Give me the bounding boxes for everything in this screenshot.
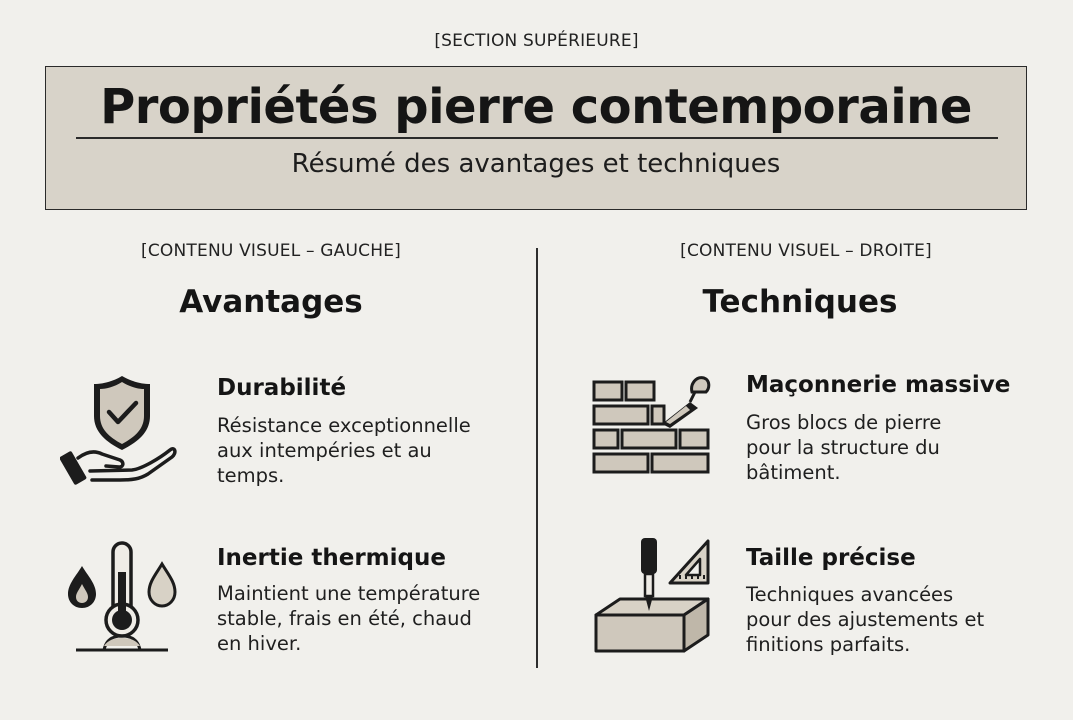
item-desc-durabilite: Résistance exceptionnelle aux intempéries et au temps. [217, 414, 471, 487]
item-title-durabilite: Durabilité [217, 375, 347, 401]
item-desc-taille-precise: Techniques avancées pour des ajustements et finitions parfaits. [746, 583, 985, 656]
shield-hand-icon [60, 370, 180, 490]
item-desc-maconnerie-massive: Gros blocs de pierre pour la structure du bâtiment. [746, 411, 942, 484]
stone-chisel-square-icon [590, 535, 715, 657]
item-title-maconnerie-massive: Maçonnerie massive [746, 372, 1011, 398]
left-column-tag: [CONTENU VISUEL – GAUCHE] [141, 241, 401, 261]
page-subtitle: Résumé des avantages et techniques [291, 149, 781, 179]
title-banner [45, 66, 1027, 210]
page-title: Propriétés pierre contemporaine [100, 79, 972, 135]
item-title-inertie-thermique: Inertie thermique [217, 545, 446, 571]
thermometer-drops-icon [62, 540, 182, 658]
left-column-heading: Avantages [179, 284, 363, 320]
brick-wall-trowel-icon [590, 372, 715, 480]
top-section-tag: [SECTION SUPÉRIEURE] [434, 31, 639, 51]
column-divider [536, 248, 538, 668]
item-desc-inertie-thermique: Maintient une température stable, frais en été, chaud en hiver. [217, 582, 481, 655]
right-column-tag: [CONTENU VISUEL – DROITE] [680, 241, 932, 261]
right-column-heading: Techniques [702, 284, 898, 320]
item-title-taille-precise: Taille précise [746, 545, 916, 571]
title-divider [76, 137, 998, 139]
